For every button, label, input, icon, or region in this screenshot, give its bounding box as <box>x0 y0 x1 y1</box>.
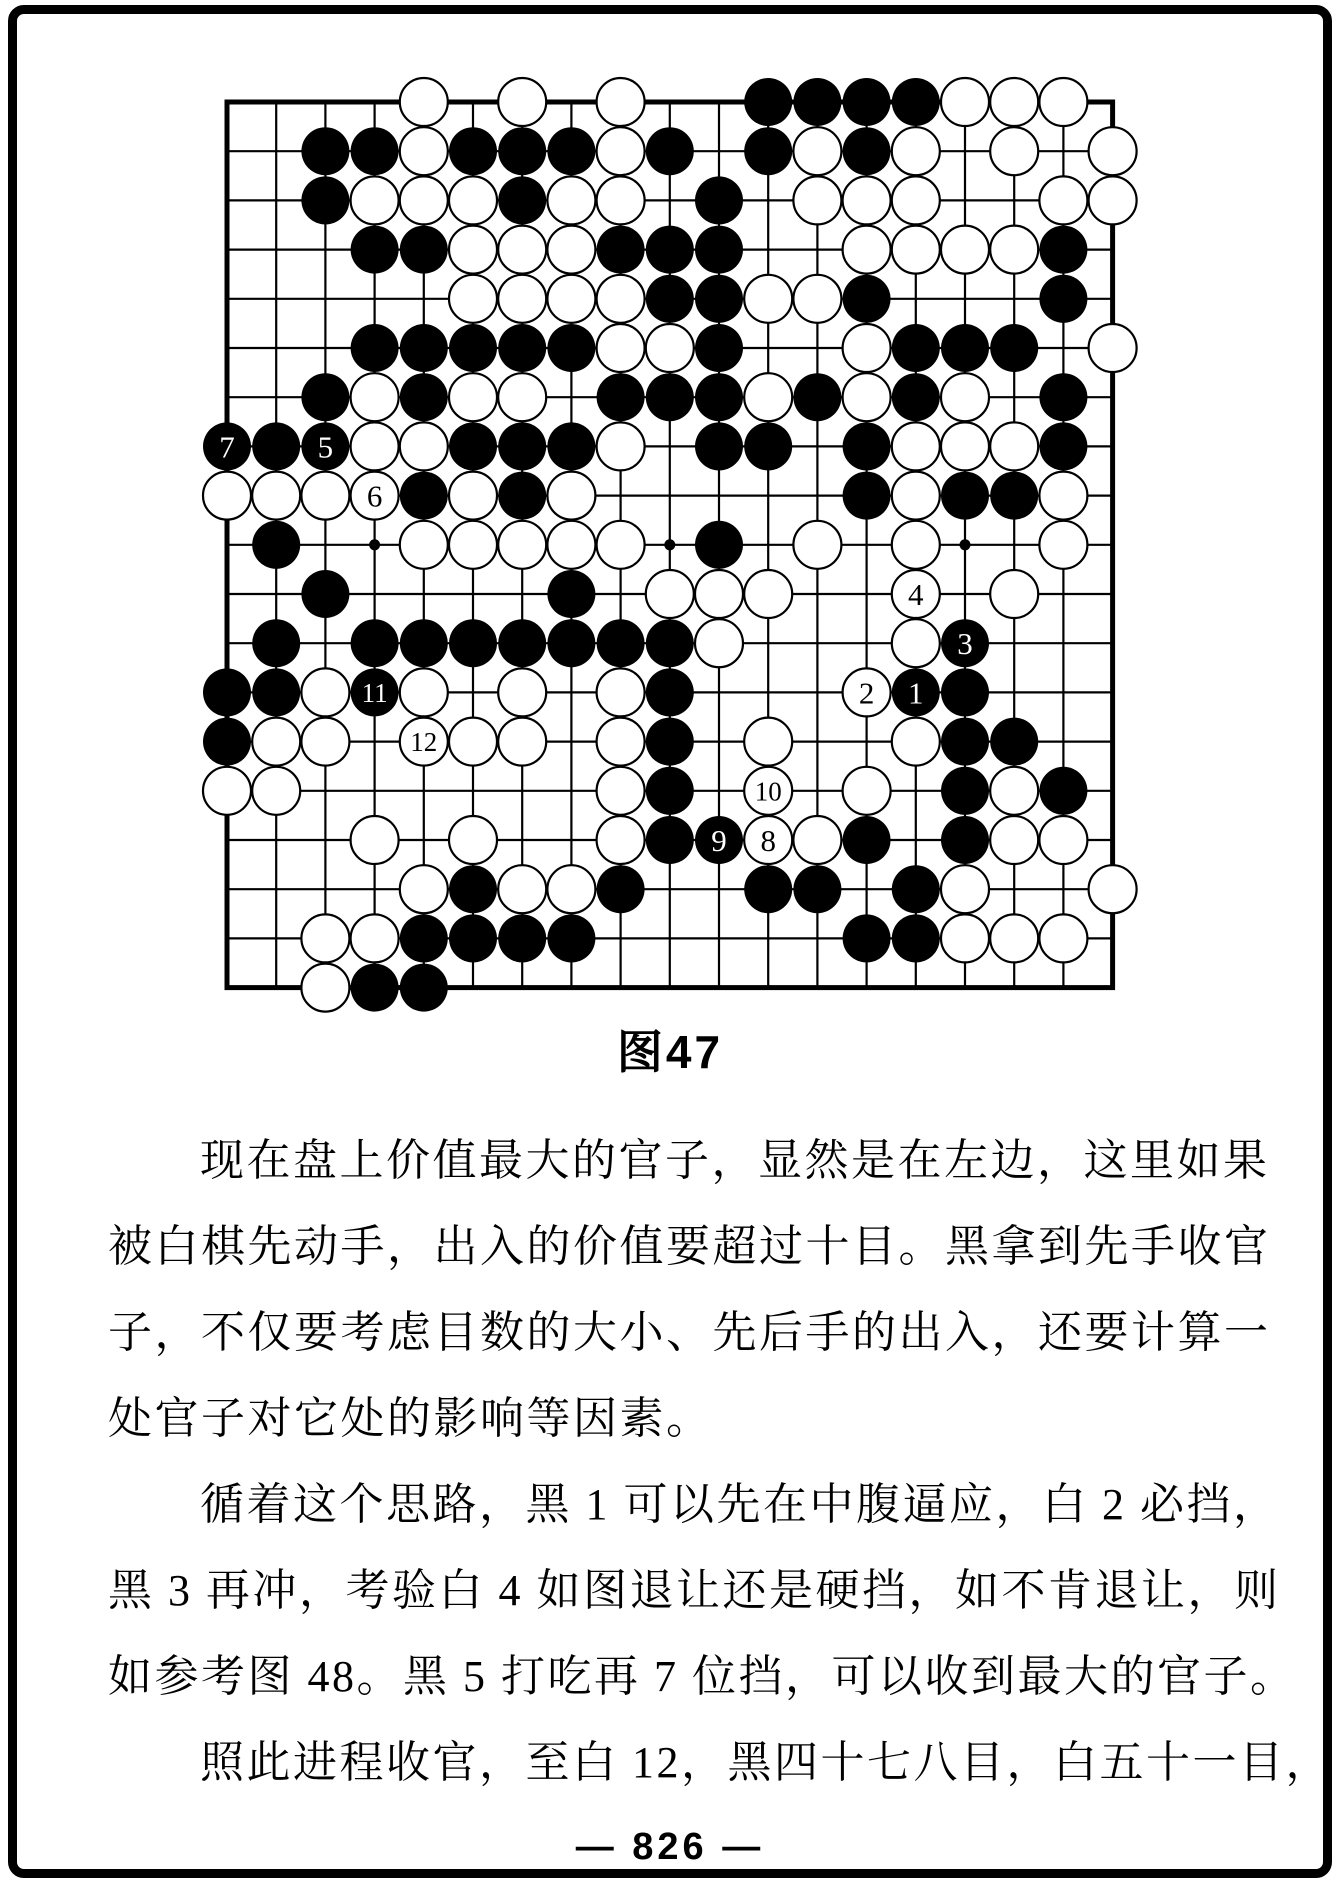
stone-black <box>400 226 448 274</box>
stone-white <box>1089 176 1137 224</box>
stone-black <box>695 373 743 421</box>
stone-black <box>400 373 448 421</box>
stone-black <box>892 324 940 372</box>
stone-number-label: 4 <box>908 576 924 612</box>
stone-white <box>990 226 1038 274</box>
stone-white <box>597 422 645 470</box>
stone-black <box>597 619 645 667</box>
stone-black <box>547 570 595 618</box>
stone-black <box>646 619 694 667</box>
stone-black <box>646 668 694 716</box>
stone-white <box>646 324 694 372</box>
stone-black <box>941 324 989 372</box>
stone-white <box>498 226 546 274</box>
stone-white <box>547 472 595 520</box>
body-text-line: 循着这个思路，黑 1 可以先在中腹逼应，白 2 必挡， <box>200 1480 1280 1529</box>
go-board-figure <box>180 55 1160 1015</box>
stone-black <box>892 865 940 913</box>
stone-white <box>351 422 399 470</box>
stone-white <box>449 373 497 421</box>
star-point <box>369 539 380 550</box>
stone-black <box>843 78 891 126</box>
stone-black <box>941 816 989 864</box>
stone-white <box>990 570 1038 618</box>
stone-black <box>892 914 940 962</box>
stone-white <box>1089 127 1137 175</box>
stone-number-label: 10 <box>754 776 782 807</box>
stone-number-label: 7 <box>219 429 235 465</box>
stone-black <box>449 127 497 175</box>
stone-black <box>1039 767 1087 815</box>
stone-white <box>843 324 891 372</box>
stone-black <box>400 914 448 962</box>
stone-white <box>252 472 300 520</box>
stone-white <box>597 176 645 224</box>
stone-black <box>203 718 251 766</box>
stone-black <box>498 472 546 520</box>
stone-white <box>744 718 792 766</box>
stone-black <box>400 964 448 1012</box>
stone-black <box>990 324 1038 372</box>
body-text-line: 子，不仅要考虑目数的大小、先后手的出入，还要计算一 <box>108 1308 1271 1357</box>
stone-black <box>301 373 349 421</box>
stone-black <box>498 176 546 224</box>
stone-white <box>1039 472 1087 520</box>
stone-white <box>843 373 891 421</box>
stone-number-label: 2 <box>858 675 875 711</box>
stone-number-label: 8 <box>760 822 776 858</box>
stone-white <box>400 668 448 716</box>
stone-black <box>646 816 694 864</box>
stone-black <box>547 127 595 175</box>
stone-white <box>498 373 546 421</box>
stone-white <box>695 570 743 618</box>
body-text <box>108 1118 1332 1806</box>
stone-black <box>646 373 694 421</box>
stone-black <box>252 619 300 667</box>
stone-white <box>990 127 1038 175</box>
stone-white <box>892 521 940 569</box>
stone-number-label: 1 <box>908 675 924 711</box>
stone-black <box>449 324 497 372</box>
stone-white <box>498 865 546 913</box>
stone-white <box>597 668 645 716</box>
stone-white <box>498 521 546 569</box>
stone-white <box>547 226 595 274</box>
stone-white <box>941 373 989 421</box>
stone-white <box>252 767 300 815</box>
stone-black <box>547 422 595 470</box>
stone-black <box>646 226 694 274</box>
stone-white <box>498 668 546 716</box>
stone-white <box>1039 78 1087 126</box>
stone-white <box>892 422 940 470</box>
figure-caption: 图47 <box>616 1026 724 1078</box>
stone-black <box>400 324 448 372</box>
stone-black <box>843 914 891 962</box>
stone-white <box>597 816 645 864</box>
stone-black <box>301 127 349 175</box>
stone-white <box>203 767 251 815</box>
stone-number-label: 6 <box>366 478 383 514</box>
stone-white <box>449 226 497 274</box>
stone-black <box>597 226 645 274</box>
body-text-line: 黑 3 再冲，考验白 4 如图退让还是硬挡，如不肯退让，则 <box>108 1566 1281 1615</box>
stone-black <box>744 865 792 913</box>
stone-white <box>1039 816 1087 864</box>
stone-white <box>351 816 399 864</box>
stone-white <box>301 668 349 716</box>
stone-white <box>793 521 841 569</box>
stone-white <box>400 521 448 569</box>
stone-white <box>449 275 497 323</box>
stone-white <box>449 521 497 569</box>
stone-white <box>547 865 595 913</box>
stone-white <box>597 718 645 766</box>
stone-white <box>547 275 595 323</box>
stone-white <box>843 226 891 274</box>
stone-black <box>547 324 595 372</box>
stone-white <box>892 718 940 766</box>
stone-black <box>941 718 989 766</box>
stone-black <box>646 718 694 766</box>
stone-white <box>744 570 792 618</box>
stone-white <box>252 718 300 766</box>
stone-black <box>498 127 546 175</box>
stone-white <box>892 127 940 175</box>
stone-white <box>1039 176 1087 224</box>
stone-black <box>793 865 841 913</box>
stone-black <box>793 78 841 126</box>
stone-black <box>744 127 792 175</box>
stone-black <box>695 226 743 274</box>
stone-white <box>646 570 694 618</box>
stone-black <box>498 422 546 470</box>
stone-white <box>498 718 546 766</box>
stone-black <box>252 668 300 716</box>
stone-white <box>203 472 251 520</box>
stone-white <box>990 422 1038 470</box>
stone-white <box>597 521 645 569</box>
body-text-line: 被白棋先动手，出入的价值要超过十目。黑拿到先手收官 <box>108 1222 1271 1271</box>
body-text-line: 处官子对它处的影响等因素。 <box>108 1394 713 1443</box>
stone-black <box>990 472 1038 520</box>
stone-white <box>400 422 448 470</box>
stone-white <box>695 619 743 667</box>
stone-white <box>892 176 940 224</box>
star-point <box>664 539 675 550</box>
stone-white <box>793 816 841 864</box>
stone-white <box>449 472 497 520</box>
stone-white <box>547 521 595 569</box>
stone-black <box>695 422 743 470</box>
stone-black <box>941 767 989 815</box>
stone-white <box>351 176 399 224</box>
stone-black <box>990 718 1038 766</box>
stone-white <box>892 226 940 274</box>
stone-white <box>597 127 645 175</box>
stone-white <box>793 275 841 323</box>
stone-white <box>843 767 891 815</box>
stone-white <box>449 176 497 224</box>
stone-white <box>597 275 645 323</box>
stone-black <box>597 373 645 421</box>
stone-number-label: 3 <box>957 626 973 662</box>
stone-white <box>400 127 448 175</box>
stone-black <box>941 668 989 716</box>
stone-black <box>449 865 497 913</box>
stone-white <box>1089 865 1137 913</box>
stone-white <box>941 422 989 470</box>
stone-number-label: 5 <box>317 429 334 465</box>
stone-white <box>892 619 940 667</box>
stone-white <box>301 914 349 962</box>
stone-black <box>498 914 546 962</box>
stone-black <box>695 176 743 224</box>
stone-white <box>547 176 595 224</box>
stone-white <box>400 78 448 126</box>
stone-white <box>498 78 546 126</box>
star-point <box>960 539 971 550</box>
stone-black <box>351 226 399 274</box>
stone-black <box>597 865 645 913</box>
stone-white <box>1039 521 1087 569</box>
stone-black <box>1039 373 1087 421</box>
stone-black <box>547 619 595 667</box>
stone-black <box>941 472 989 520</box>
stone-white <box>597 767 645 815</box>
stone-black <box>843 127 891 175</box>
stone-black <box>252 521 300 569</box>
stone-white <box>990 816 1038 864</box>
stone-black <box>252 422 300 470</box>
stone-white <box>400 865 448 913</box>
stone-black <box>498 619 546 667</box>
stone-white <box>941 865 989 913</box>
stone-white <box>597 324 645 372</box>
stone-number-label: 9 <box>711 822 727 858</box>
stone-black <box>646 127 694 175</box>
stone-white <box>793 127 841 175</box>
stone-black <box>1039 226 1087 274</box>
stone-white <box>449 718 497 766</box>
stone-white <box>990 767 1038 815</box>
stone-black <box>695 324 743 372</box>
stone-black <box>695 275 743 323</box>
stone-white <box>498 275 546 323</box>
stone-number-label: 11 <box>361 677 388 708</box>
stone-white <box>400 176 448 224</box>
stone-black <box>695 521 743 569</box>
stone-white <box>843 176 891 224</box>
stone-white <box>941 226 989 274</box>
stone-black <box>646 767 694 815</box>
stone-black <box>400 619 448 667</box>
stone-black <box>646 275 694 323</box>
body-text-line: 照此进程收官，至白 12，黑四十七八目，白五十一目， <box>200 1738 1332 1787</box>
stone-white <box>1089 324 1137 372</box>
stone-black <box>843 816 891 864</box>
stone-black <box>351 964 399 1012</box>
body-text-line: 现在盘上价值最大的官子，显然是在左边，这里如果 <box>200 1136 1270 1185</box>
stone-black <box>301 570 349 618</box>
stone-white <box>597 78 645 126</box>
stone-white <box>351 914 399 962</box>
stone-black <box>301 176 349 224</box>
stone-white <box>793 176 841 224</box>
stone-black <box>843 472 891 520</box>
page-number: — 826 — <box>575 1826 765 1868</box>
stone-black <box>1039 275 1087 323</box>
stone-black <box>843 275 891 323</box>
stone-white <box>941 914 989 962</box>
stone-white <box>351 373 399 421</box>
stone-white <box>744 373 792 421</box>
stone-white <box>1039 914 1087 962</box>
stone-white <box>990 78 1038 126</box>
stone-white <box>301 472 349 520</box>
stone-black <box>744 422 792 470</box>
stone-black <box>351 127 399 175</box>
stone-black <box>892 373 940 421</box>
stone-black <box>892 78 940 126</box>
stone-white <box>301 718 349 766</box>
stone-black <box>744 78 792 126</box>
stone-white <box>892 472 940 520</box>
go-board <box>180 55 1160 1015</box>
stone-white <box>941 78 989 126</box>
stone-black <box>498 324 546 372</box>
stone-black <box>203 668 251 716</box>
stone-black <box>1039 422 1087 470</box>
stone-black <box>449 619 497 667</box>
stone-black <box>351 619 399 667</box>
stone-number-label: 12 <box>410 727 438 758</box>
stone-white <box>744 275 792 323</box>
body-text-line: 如参考图 48。黑 5 打吃再 7 位挡，可以收到最大的官子。 <box>108 1652 1297 1701</box>
stone-white <box>301 964 349 1012</box>
stone-black <box>547 914 595 962</box>
stone-white <box>449 816 497 864</box>
stone-white <box>990 914 1038 962</box>
stone-black <box>843 422 891 470</box>
stone-black <box>400 472 448 520</box>
stone-black <box>351 324 399 372</box>
stone-black <box>449 914 497 962</box>
stone-black <box>449 422 497 470</box>
stone-black <box>793 373 841 421</box>
